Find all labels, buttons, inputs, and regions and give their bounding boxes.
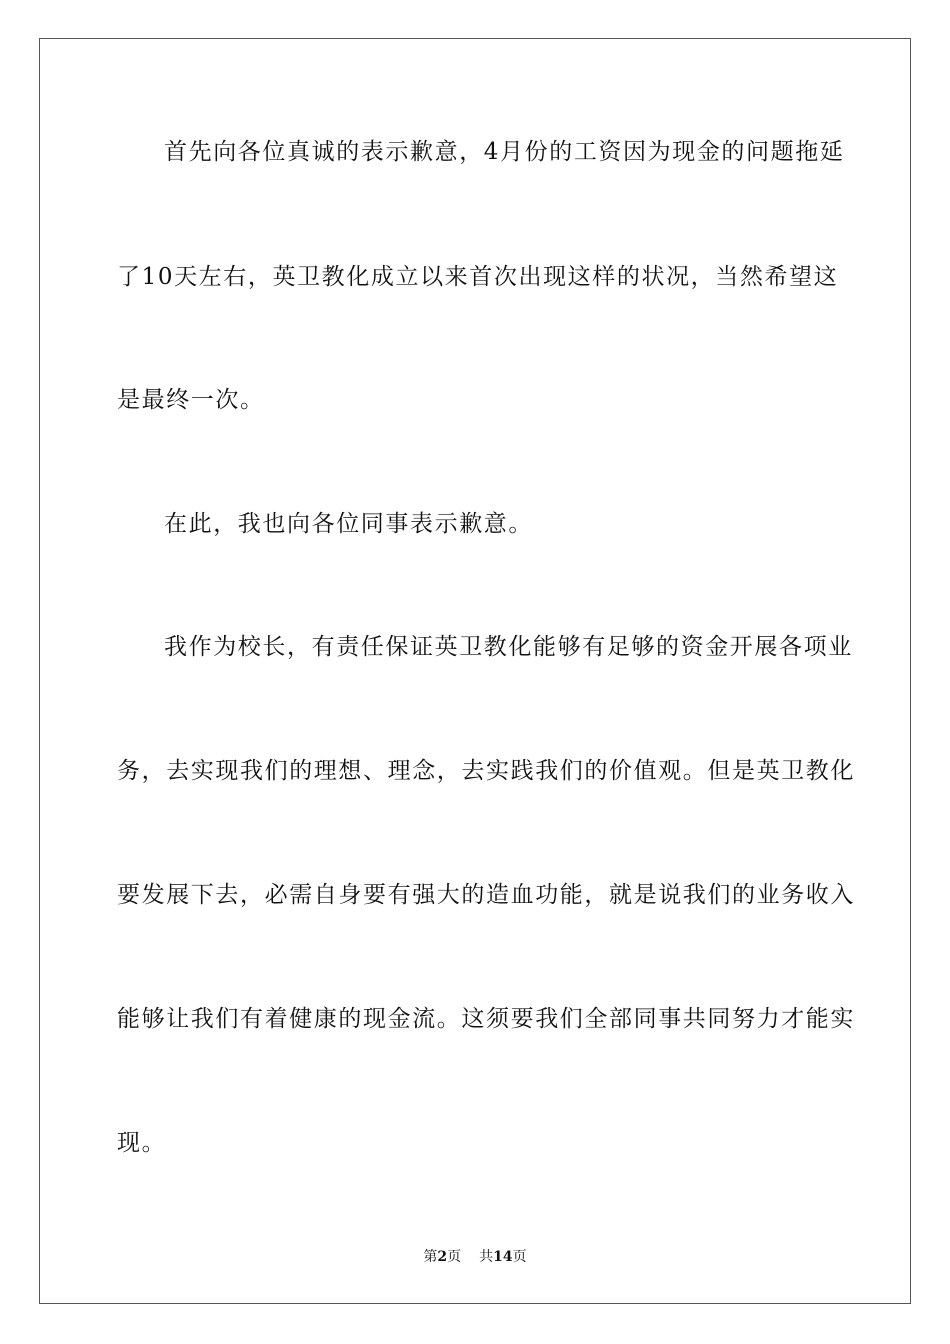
paragraph-3-line-5: 现。 xyxy=(117,1130,167,1156)
page-border xyxy=(39,38,911,1304)
paragraph-1-line-2: 了10天左右，英卫教化成立以来首次出现这样的状况，当然希望这 xyxy=(117,264,839,290)
paragraph-2-line-1: 在此，我也向各位同事表示歉意。 xyxy=(164,511,533,537)
paragraph-3-line-3: 要发展下去，必需自身要有强大的造血功能，就是说我们的业务收入 xyxy=(117,882,855,908)
page-footer xyxy=(0,1248,950,1266)
page-number: 2 xyxy=(437,1249,448,1265)
total-suffix: 页 xyxy=(512,1249,527,1265)
paragraph-1-line-3: 是最终一次。 xyxy=(117,387,265,413)
paragraph-3-line-1: 我作为校长，有责任保证英卫教化能够有足够的资金开展各项业 xyxy=(164,634,853,660)
paragraph-3-line-4: 能够让我们有着健康的现金流。这须要我们全部同事共同努力才能实 xyxy=(117,1006,855,1032)
page-prefix: 第 xyxy=(423,1249,438,1265)
total-prefix: 共 xyxy=(479,1249,494,1265)
total-pages: 14 xyxy=(493,1249,513,1265)
paragraph-3-line-2: 务，去实现我们的理想、理念，去实践我们的价值观。但是英卫教化 xyxy=(117,758,855,784)
paragraph-1-line-1: 首先向各位真诚的表示歉意，4月份的工资因为现金的问题拖延 xyxy=(164,139,845,165)
page-suffix: 页 xyxy=(447,1249,462,1265)
